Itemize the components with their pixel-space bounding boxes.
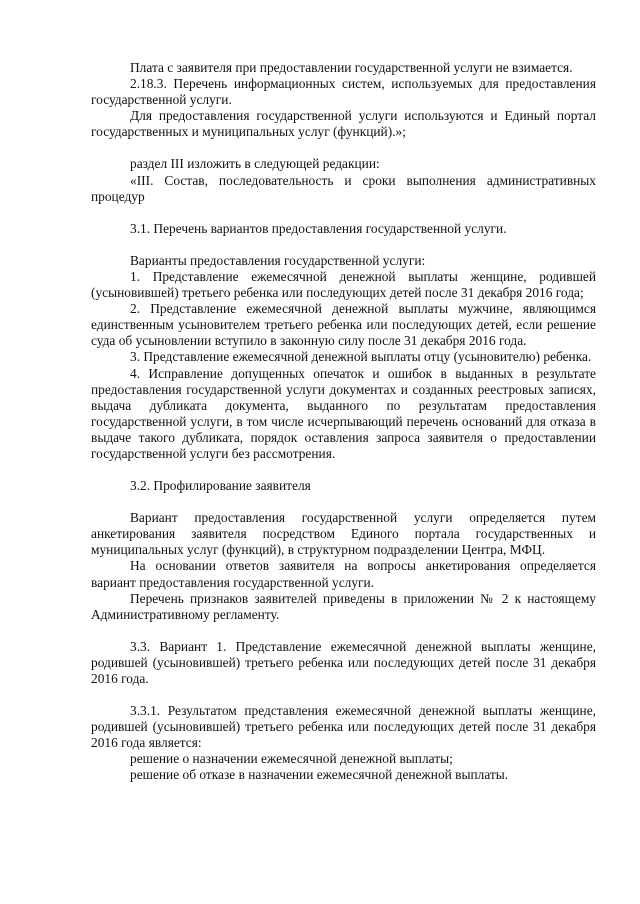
spacer (91, 205, 596, 221)
paragraph-variants-intro: Варианты предоставления государственной услуги: (130, 252, 426, 268)
paragraph-3-3-1: 3.3.1. Результатом представления ежемесячной денежной выплаты женщине, родившей (усыновившей) третьего ребенка или последующих детей после 31 декабря 2016 года является: (91, 703, 596, 751)
spacer (91, 140, 596, 156)
variant-item-2: 2. Представление ежемесячной денежной выплаты мужчине, являющимся единственным усыновителем третьего ребенка или последующих детей, если решение суда об усыновлении вступило в законную силу после 31 декабря 2016 года. (91, 301, 596, 349)
paragraph-applicant-signs: Перечень признаков заявителей приведены в приложении № 2 к настоящему Административному регламенту. (91, 590, 596, 622)
variant-item-3: 3. Представление ежемесячной денежной выплаты отцу (усыновителю) ребенка. (130, 349, 592, 365)
paragraph-questionnaire: На основании ответов заявителя на вопросы анкетирования определяется вариант предоставления государственной услуги. (91, 558, 596, 590)
paragraph-profiling: Вариант предоставления государственной услуги определяется путем анкетирования заявителя посредством Единого портала государственных и муниципальных услуг (функций), в структурном подразделении Центра, МФЦ. (91, 510, 596, 558)
result-item-refusal: решение об отказе в назначении ежемесячной денежной выплаты. (130, 767, 509, 783)
result-item-grant: решение о назначении ежемесячной денежной выплаты; (130, 751, 453, 767)
spacer (91, 462, 596, 478)
paragraph-section-iii-intro: раздел III изложить в следующей редакции: (130, 156, 380, 172)
spacer (91, 494, 596, 510)
variant-item-1: 1. Представление ежемесячной денежной выплаты женщине, родившей (усыновившей) третьего ребенка или последующих детей после 31 декабря 2016 года; (91, 268, 596, 301)
spacer (91, 623, 596, 639)
paragraph-fee: Плата с заявителя при предоставлении государственной услуги не взимается. (130, 60, 573, 75)
heading-3-3: 3.3. Вариант 1. Представление ежемесячной денежной выплаты женщине, родившей (усыновившей) третьего ребенка или последующих детей после 31 декабря 2016 года. (91, 638, 596, 686)
spacer (91, 687, 596, 703)
section-iii-heading: «III. Состав, последовательность и сроки выполнения административных процедур (91, 172, 596, 204)
spacer (91, 237, 596, 253)
heading-3-2: 3.2. Профилирование заявителя (130, 478, 311, 494)
variant-item-4: 4. Исправление допущенных опечаток и ошибок в выданных в результате предоставления государственной услуги документах и созданных реестровых записях, выдача дубликата документа, выданного по результатам предоставления государственной услуги, в том числе исчерпывающий перечень оснований для отказа в выдаче такого дубликата, порядок оставления запроса заявителя о предоставлении государственной услуги без рассмотрения. (91, 365, 596, 461)
paragraph-2-18-3: 2.18.3. Перечень информационных систем, используемых для предоставления государственной услуги. (91, 76, 596, 108)
paragraph-info-systems: Для предоставления государственной услуги используются и Единый портал государственных и муниципальных услуг (функций).»; (91, 108, 596, 140)
heading-3-1: 3.1. Перечень вариантов предоставления государственной услуги. (130, 220, 507, 236)
document-body (91, 60, 596, 784)
